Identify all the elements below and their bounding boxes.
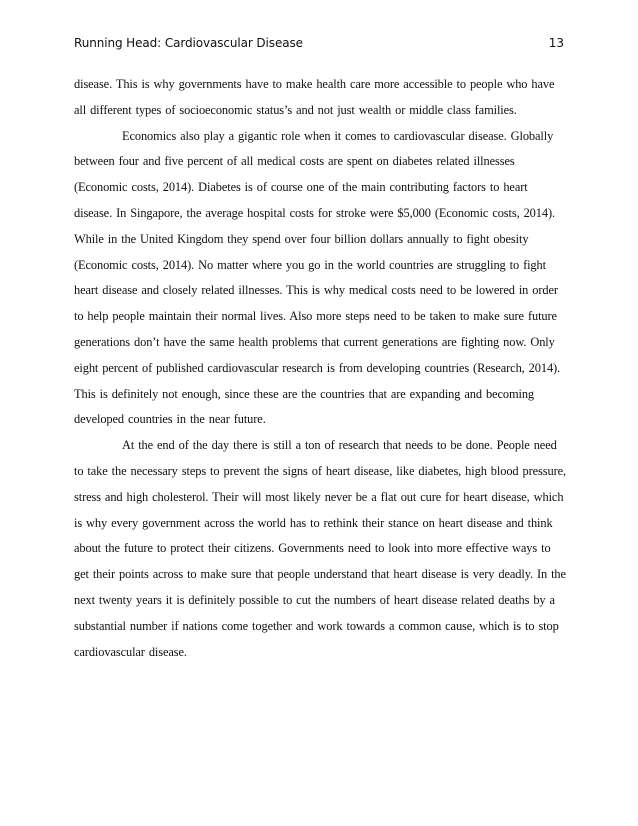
paragraph-economics: Economics also play a gigantic role when it comes to cardiovascular disease. Globally between four and five percent of all medical costs are spent on diabetes related illnesses (Economic costs, 2014). Diabetes is of course one of the main contributing factors to heart disease. In Singapore, the average hospital costs for stroke were $5,000 (Economic costs, 2014). While in the United Kingdom they spend over four billion dollars annually to fight obesity (Economic costs, 2014). No matter where you go in the world countries are struggling to fight heart disease and closely related illnesses. This is why medical costs need to be lowered in order to help people maintain their normal lives. Also more steps need to be taken to make sure future generations don’t have the same health problems that current generations are fighting now. Only eight percent of published cardiovascular research is from developing countries (Research, 2014). This is definitely not enough, since these are the countries that are expanding and becoming developed countries in the near future. bbox=[74, 128, 561, 427]
body-text bbox=[74, 72, 566, 665]
paragraph-continued: disease. This is why governments have to make health care more accessible to people who have all different types of socioeconomic status’s and not just wealth or middle class families. bbox=[74, 77, 555, 117]
paragraph-conclusion: At the end of the day there is still a ton of research that needs to be done. People need to take the necessary steps to prevent the signs of heart disease, like diabetes, high blood pressure, stress and high cholesterol. Their will most likely never be a flat out cure for heart disease, which is why every government across the world has to rethink their stance on heart disease and think about the future to protect their citizens. Governments need to look into more effective ways to get their points across to make sure that people understand that heart disease is very deadly. In the next twenty years it is definitely possible to cut the numbers of heart disease related deaths by a substantial number if nations come together and work towards a common cause, which is to stop cardiovascular disease. bbox=[74, 438, 566, 659]
page-number: 13 bbox=[548, 36, 564, 50]
running-head: Running Head: Cardiovascular Disease bbox=[74, 36, 303, 50]
